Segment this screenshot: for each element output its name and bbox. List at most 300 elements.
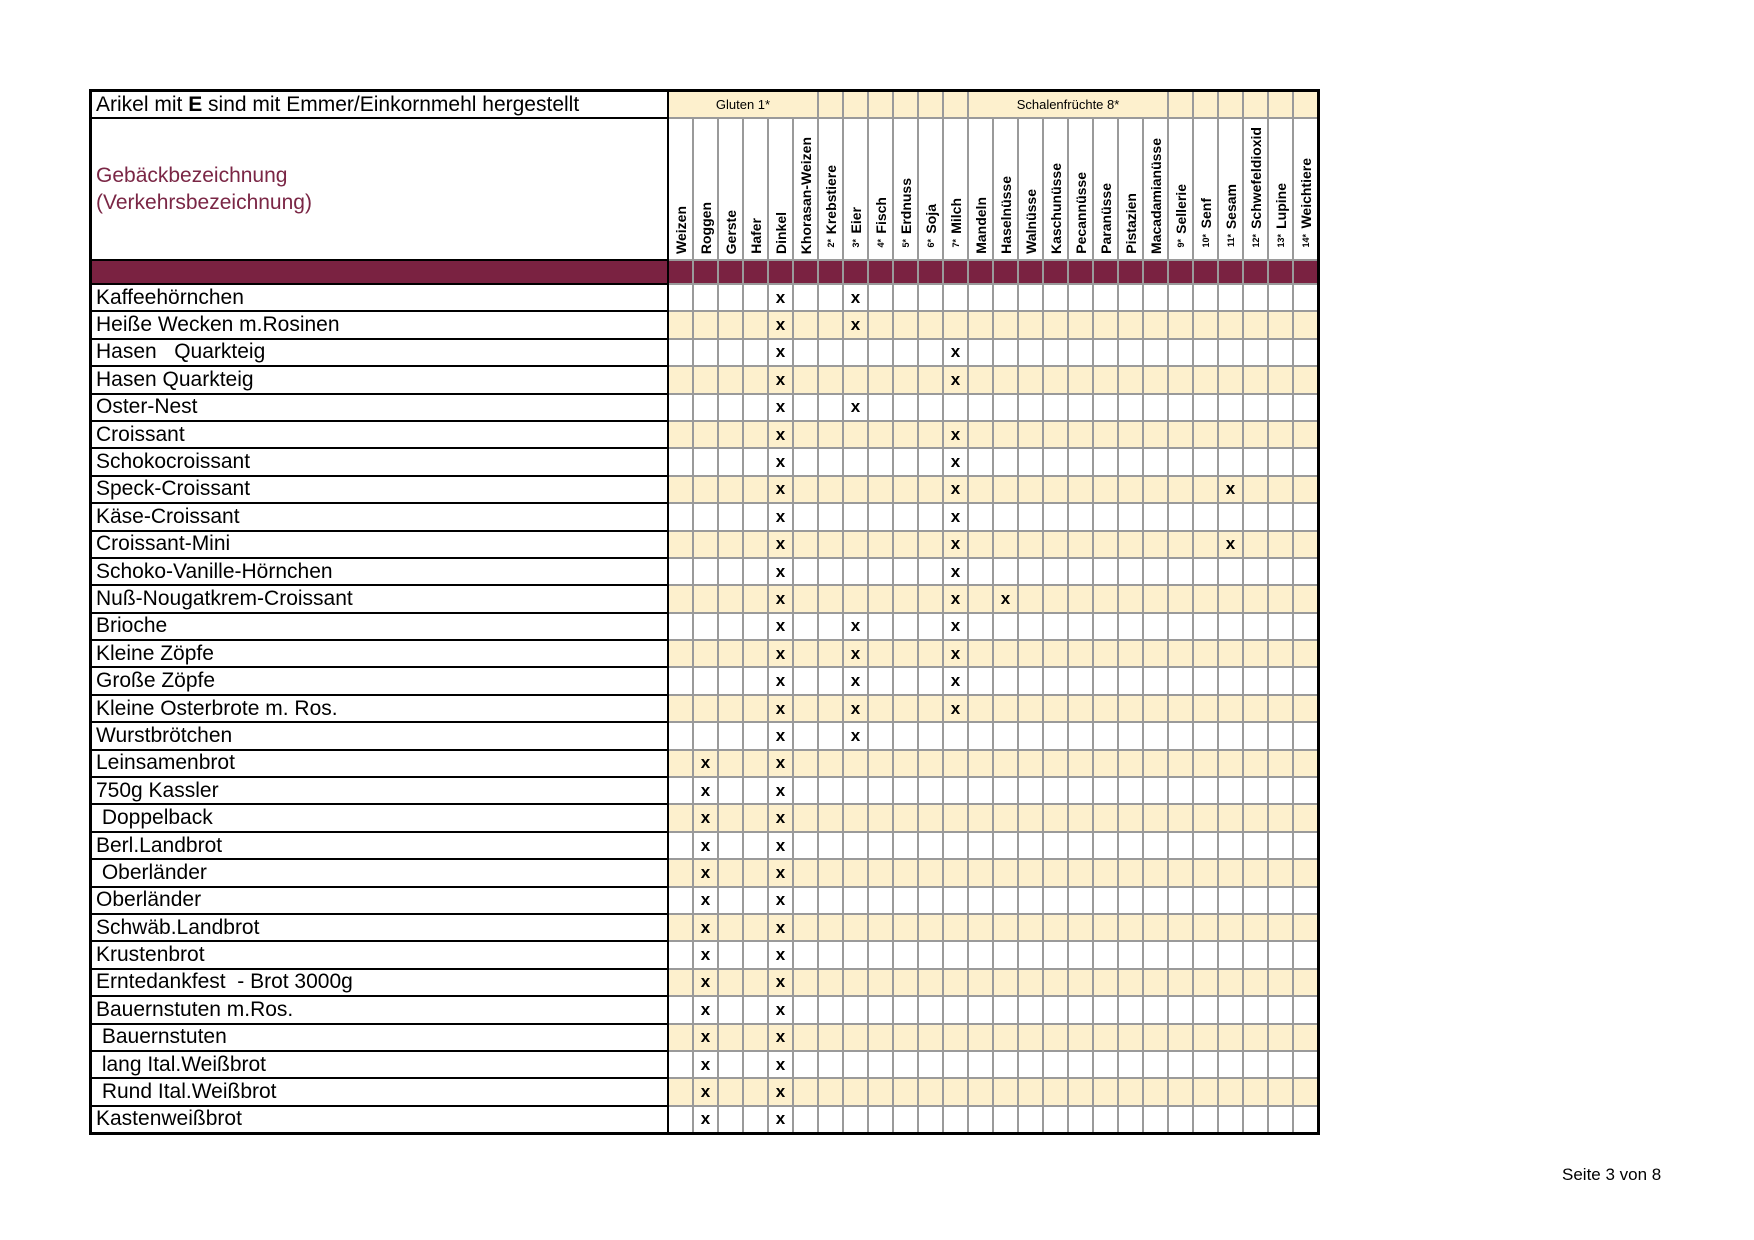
allergen-cell — [943, 394, 968, 421]
allergen-cell — [718, 284, 743, 311]
allergen-cell — [1118, 859, 1143, 886]
allergen-cell — [1018, 284, 1043, 311]
allergen-cell — [1268, 722, 1293, 749]
allergen-cell — [868, 1051, 893, 1078]
allergen-cell — [818, 476, 843, 503]
allergen-cell — [1218, 667, 1243, 694]
allergen-cell — [668, 695, 693, 722]
column-header-eier — [843, 118, 868, 260]
allergen-cell — [1193, 640, 1218, 667]
allergen-cell — [743, 311, 768, 338]
allergen-cell — [1268, 339, 1293, 366]
allergen-cell — [918, 640, 943, 667]
product-name: Kleine Osterbrote m. Ros. — [91, 695, 669, 722]
allergen-cell — [793, 777, 818, 804]
allergen-cell — [993, 339, 1018, 366]
allergen-cell — [743, 969, 768, 996]
allergen-cell — [993, 750, 1018, 777]
allergen-cell — [843, 1024, 868, 1051]
allergen-cell — [1043, 531, 1068, 558]
allergen-cell — [1093, 640, 1118, 667]
allergen-cell — [1243, 558, 1268, 585]
allergen-cell — [1143, 941, 1168, 968]
allergen-mark: x — [768, 887, 793, 914]
allergen-cell — [968, 1024, 993, 1051]
allergen-cell — [818, 339, 843, 366]
allergen-cell — [993, 421, 1018, 448]
allergen-cell — [843, 777, 868, 804]
allergen-cell — [1268, 969, 1293, 996]
allergen-cell — [818, 832, 843, 859]
allergen-cell — [1243, 667, 1268, 694]
allergen-cell — [893, 531, 918, 558]
allergen-cell — [793, 750, 818, 777]
allergen-mark: x — [768, 339, 793, 366]
allergen-cell — [943, 722, 968, 749]
allergen-cell — [793, 311, 818, 338]
allergen-cell — [918, 996, 943, 1023]
allergen-cell — [718, 887, 743, 914]
allergen-cell — [1193, 996, 1218, 1023]
column-header-label: Hafer — [747, 218, 764, 254]
column-header-label: Roggen — [697, 201, 714, 254]
allergen-cell — [793, 1024, 818, 1051]
allergen-cell — [1268, 1078, 1293, 1105]
allergen-cell — [743, 394, 768, 421]
allergen-cell — [793, 531, 818, 558]
table-row — [91, 750, 1319, 777]
allergen-cell — [1043, 887, 1068, 914]
column-header-label: Dinkel — [772, 211, 789, 254]
allergen-cell — [1168, 1106, 1193, 1134]
allergen-cell — [1243, 613, 1268, 640]
allergen-cell — [1043, 832, 1068, 859]
table-row — [91, 613, 1319, 640]
allergen-cell — [1243, 394, 1268, 421]
allergen-cell — [718, 722, 743, 749]
allergen-cell — [993, 722, 1018, 749]
allergen-cell — [793, 1078, 818, 1105]
allergen-cell — [743, 1051, 768, 1078]
allergen-cell — [893, 366, 918, 393]
allergen-cell — [1018, 311, 1043, 338]
allergen-cell — [1068, 311, 1093, 338]
header-divider-band — [91, 260, 1319, 284]
allergen-cell — [918, 503, 943, 530]
allergen-cell — [1243, 859, 1268, 886]
allergen-cell — [1068, 969, 1093, 996]
allergen-cell — [743, 1106, 768, 1134]
allergen-cell — [843, 531, 868, 558]
column-header-fisch — [868, 118, 893, 260]
table-row — [91, 941, 1319, 968]
allergen-cell — [968, 311, 993, 338]
allergen-cell — [1268, 640, 1293, 667]
allergen-cell — [818, 914, 843, 941]
product-name: Oster-Nest — [91, 394, 669, 421]
allergen-cell — [968, 585, 993, 612]
allergen-cell — [1168, 366, 1193, 393]
allergen-cell — [1218, 558, 1243, 585]
allergen-cell — [918, 695, 943, 722]
allergen-cell — [1068, 613, 1093, 640]
product-name: Schwäb.Landbrot — [91, 914, 669, 941]
allergen-cell — [893, 996, 918, 1023]
allergen-cell — [943, 284, 968, 311]
allergen-cell — [668, 914, 693, 941]
allergen-cell — [1218, 941, 1243, 968]
allergen-cell — [1043, 613, 1068, 640]
allergen-cell — [1018, 339, 1043, 366]
allergen-cell — [1093, 339, 1118, 366]
allergen-cell — [943, 832, 968, 859]
allergen-cell — [918, 476, 943, 503]
allergen-cell — [818, 722, 843, 749]
allergen-cell — [1093, 914, 1118, 941]
allergen-cell — [1093, 832, 1118, 859]
allergen-cell — [1093, 1106, 1118, 1134]
allergen-cell — [1143, 667, 1168, 694]
table-row — [91, 503, 1319, 530]
allergen-cell — [793, 1051, 818, 1078]
allergen-cell — [993, 996, 1018, 1023]
allergen-cell — [693, 476, 718, 503]
allergen-cell — [1243, 640, 1268, 667]
allergen-cell — [1193, 339, 1218, 366]
allergen-cell — [668, 969, 693, 996]
allergen-cell — [668, 585, 693, 612]
allergen-cell — [743, 585, 768, 612]
allergen-cell — [718, 394, 743, 421]
allergen-cell — [668, 996, 693, 1023]
allergen-cell — [1068, 804, 1093, 831]
allergen-cell — [943, 887, 968, 914]
allergen-cell — [818, 695, 843, 722]
allergen-cell — [868, 311, 893, 338]
allergen-cell — [918, 339, 943, 366]
allergen-cell — [1093, 284, 1118, 311]
allergen-cell — [818, 503, 843, 530]
allergen-cell — [1093, 613, 1118, 640]
allergen-cell — [1193, 914, 1218, 941]
allergen-cell — [1218, 804, 1243, 831]
allergen-mark: x — [943, 667, 968, 694]
allergen-cell — [968, 941, 993, 968]
allergen-cell — [693, 531, 718, 558]
allergen-cell — [893, 695, 918, 722]
table-row — [91, 969, 1319, 996]
allergen-cell — [1193, 366, 1218, 393]
allergen-cell — [868, 531, 893, 558]
column-header-footnote: 2* — [825, 238, 836, 248]
allergen-cell — [1093, 969, 1118, 996]
allergen-cell — [1293, 1051, 1319, 1078]
column-header-schwefeldioxid — [1243, 118, 1268, 260]
allergen-cell — [843, 832, 868, 859]
allergen-cell — [1018, 859, 1043, 886]
allergen-cell — [918, 887, 943, 914]
allergen-cell — [843, 558, 868, 585]
column-header-label: Krebstiere — [822, 164, 839, 234]
column-header-sesam — [1218, 118, 1243, 260]
allergen-cell — [718, 1106, 743, 1134]
allergen-cell — [918, 859, 943, 886]
product-name: Nuß-Nougatkrem-Croissant — [91, 585, 669, 612]
allergen-cell — [818, 777, 843, 804]
allergen-mark: x — [943, 613, 968, 640]
allergen-cell — [1268, 1024, 1293, 1051]
column-header-macadamianüsse — [1143, 118, 1168, 260]
allergen-cell — [918, 667, 943, 694]
table-row — [91, 366, 1319, 393]
allergen-cell — [1143, 914, 1168, 941]
allergen-cell — [868, 613, 893, 640]
allergen-cell — [968, 1106, 993, 1134]
table-row — [91, 722, 1319, 749]
table-row — [91, 339, 1319, 366]
allergen-cell — [1293, 613, 1319, 640]
allergen-cell — [693, 667, 718, 694]
allergen-cell — [843, 448, 868, 475]
allergen-cell — [1268, 804, 1293, 831]
allergen-cell — [918, 777, 943, 804]
allergen-cell — [1218, 750, 1243, 777]
allergen-cell — [668, 421, 693, 448]
allergen-cell — [1093, 777, 1118, 804]
allergen-cell — [1268, 394, 1293, 421]
column-header-label: Eier — [847, 207, 864, 234]
allergen-cell — [1043, 366, 1068, 393]
allergen-cell — [918, 1106, 943, 1134]
allergen-cell — [1043, 914, 1068, 941]
allergen-cell — [993, 311, 1018, 338]
allergen-mark: x — [693, 804, 718, 831]
allergen-cell — [1068, 1024, 1093, 1051]
allergen-cell — [1118, 1051, 1143, 1078]
allergen-cell — [868, 804, 893, 831]
allergen-mark: x — [768, 1024, 793, 1051]
allergen-cell — [668, 613, 693, 640]
allergen-mark: x — [768, 722, 793, 749]
allergen-cell — [868, 476, 893, 503]
allergen-cell — [1168, 1051, 1193, 1078]
allergen-cell — [993, 284, 1018, 311]
allergen-cell — [1043, 558, 1068, 585]
allergen-cell — [1168, 531, 1193, 558]
allergen-cell — [868, 887, 893, 914]
allergen-cell — [693, 394, 718, 421]
allergen-mark: x — [768, 695, 793, 722]
allergen-cell — [1118, 941, 1143, 968]
column-header-gerste — [718, 118, 743, 260]
allergen-cell — [893, 1078, 918, 1105]
allergen-cell — [918, 448, 943, 475]
allergen-cell — [893, 914, 918, 941]
allergen-cell — [743, 640, 768, 667]
allergen-cell — [718, 476, 743, 503]
allergen-cell — [1143, 284, 1168, 311]
allergen-cell — [818, 640, 843, 667]
product-name: Schokocroissant — [91, 448, 669, 475]
product-name: 750g Kassler — [91, 777, 669, 804]
allergen-cell — [743, 531, 768, 558]
allergen-table — [89, 89, 1320, 1135]
allergen-cell — [893, 804, 918, 831]
allergen-cell — [1293, 284, 1319, 311]
allergen-cell — [1043, 969, 1068, 996]
allergen-cell — [918, 558, 943, 585]
table-row — [91, 421, 1319, 448]
allergen-cell — [1268, 887, 1293, 914]
allergen-cell — [1093, 941, 1118, 968]
allergen-cell — [943, 777, 968, 804]
allergen-cell — [1243, 777, 1268, 804]
allergen-cell — [1243, 750, 1268, 777]
allergen-cell — [843, 996, 868, 1023]
allergen-mark: x — [843, 613, 868, 640]
allergen-cell — [1243, 1078, 1268, 1105]
allergen-cell — [1118, 969, 1143, 996]
allergen-cell — [1193, 1106, 1218, 1134]
allergen-cell — [1293, 311, 1319, 338]
allergen-cell — [1043, 1024, 1068, 1051]
allergen-cell — [668, 394, 693, 421]
allergen-cell — [793, 284, 818, 311]
allergen-cell — [1243, 804, 1268, 831]
allergen-cell — [993, 558, 1018, 585]
allergen-cell — [893, 448, 918, 475]
allergen-cell — [943, 804, 968, 831]
allergen-cell — [793, 476, 818, 503]
group-header-blank — [1218, 91, 1243, 119]
allergen-mark: x — [943, 366, 968, 393]
table-header-row-columns — [91, 118, 1319, 260]
product-name: lang Ital.Weißbrot — [91, 1051, 669, 1078]
allergen-cell — [893, 421, 918, 448]
allergen-cell — [893, 394, 918, 421]
allergen-cell — [893, 339, 918, 366]
allergen-cell — [1293, 914, 1319, 941]
allergen-cell — [843, 339, 868, 366]
allergen-cell — [1143, 1106, 1168, 1134]
allergen-cell — [1168, 339, 1193, 366]
allergen-cell — [1268, 585, 1293, 612]
allergen-mark: x — [693, 887, 718, 914]
allergen-cell — [1218, 311, 1243, 338]
table-row — [91, 531, 1319, 558]
allergen-cell — [1143, 394, 1168, 421]
allergen-cell — [1018, 832, 1043, 859]
allergen-cell — [1268, 613, 1293, 640]
allergen-cell — [1293, 1078, 1319, 1105]
product-name: Heiße Wecken m.Rosinen — [91, 311, 669, 338]
allergen-cell — [943, 1024, 968, 1051]
allergen-cell — [1218, 585, 1243, 612]
allergen-cell — [1268, 448, 1293, 475]
allergen-cell — [1243, 722, 1268, 749]
allergen-cell — [1018, 1106, 1043, 1134]
allergen-mark: x — [768, 667, 793, 694]
allergen-cell — [993, 1078, 1018, 1105]
allergen-cell — [993, 804, 1018, 831]
allergen-cell — [1193, 531, 1218, 558]
allergen-cell — [993, 1051, 1018, 1078]
allergen-cell — [1243, 1051, 1268, 1078]
allergen-cell — [1243, 448, 1268, 475]
allergen-cell — [1143, 448, 1168, 475]
allergen-cell — [843, 804, 868, 831]
allergen-cell — [1043, 996, 1068, 1023]
allergen-cell — [1168, 750, 1193, 777]
allergen-cell — [1243, 503, 1268, 530]
allergen-cell — [1293, 969, 1319, 996]
allergen-cell — [1143, 1051, 1168, 1078]
allergen-cell — [793, 859, 818, 886]
allergen-cell — [1243, 421, 1268, 448]
allergen-cell — [893, 722, 918, 749]
column-header-soja — [918, 118, 943, 260]
product-name: Oberländer — [91, 859, 669, 886]
allergen-cell — [1068, 722, 1093, 749]
allergen-cell — [1018, 366, 1043, 393]
allergen-cell — [743, 777, 768, 804]
allergen-mark: x — [843, 640, 868, 667]
allergen-cell — [1168, 887, 1193, 914]
allergen-mark: x — [768, 476, 793, 503]
column-header-senf — [1193, 118, 1218, 260]
allergen-cell — [793, 613, 818, 640]
allergen-cell — [1093, 421, 1118, 448]
allergen-cell — [968, 558, 993, 585]
allergen-cell — [1293, 476, 1319, 503]
allergen-cell — [968, 750, 993, 777]
allergen-cell — [818, 311, 843, 338]
allergen-cell — [1143, 996, 1168, 1023]
table-row — [91, 1106, 1319, 1134]
allergen-cell — [1168, 394, 1193, 421]
table-row — [91, 1024, 1319, 1051]
allergen-cell — [1043, 777, 1068, 804]
group-header-blank — [868, 91, 893, 119]
allergen-cell — [718, 1078, 743, 1105]
allergen-cell — [1093, 448, 1118, 475]
allergen-cell — [893, 969, 918, 996]
allergen-cell — [1043, 394, 1068, 421]
allergen-cell — [793, 941, 818, 968]
allergen-cell — [1143, 1024, 1168, 1051]
allergen-cell — [1143, 558, 1168, 585]
allergen-cell — [893, 667, 918, 694]
allergen-mark: x — [843, 394, 868, 421]
allergen-cell — [693, 421, 718, 448]
allergen-cell — [1043, 667, 1068, 694]
allergen-cell — [1193, 476, 1218, 503]
allergen-cell — [1218, 832, 1243, 859]
allergen-cell — [918, 394, 943, 421]
allergen-cell — [1243, 695, 1268, 722]
allergen-cell — [718, 969, 743, 996]
allergen-cell — [1143, 969, 1168, 996]
allergen-cell — [1018, 667, 1043, 694]
allergen-cell — [668, 640, 693, 667]
allergen-cell — [918, 914, 943, 941]
allergen-cell — [918, 722, 943, 749]
allergen-cell — [968, 1051, 993, 1078]
allergen-cell — [1293, 887, 1319, 914]
allergen-cell — [743, 695, 768, 722]
allergen-cell — [968, 887, 993, 914]
name-column-header — [91, 118, 669, 260]
